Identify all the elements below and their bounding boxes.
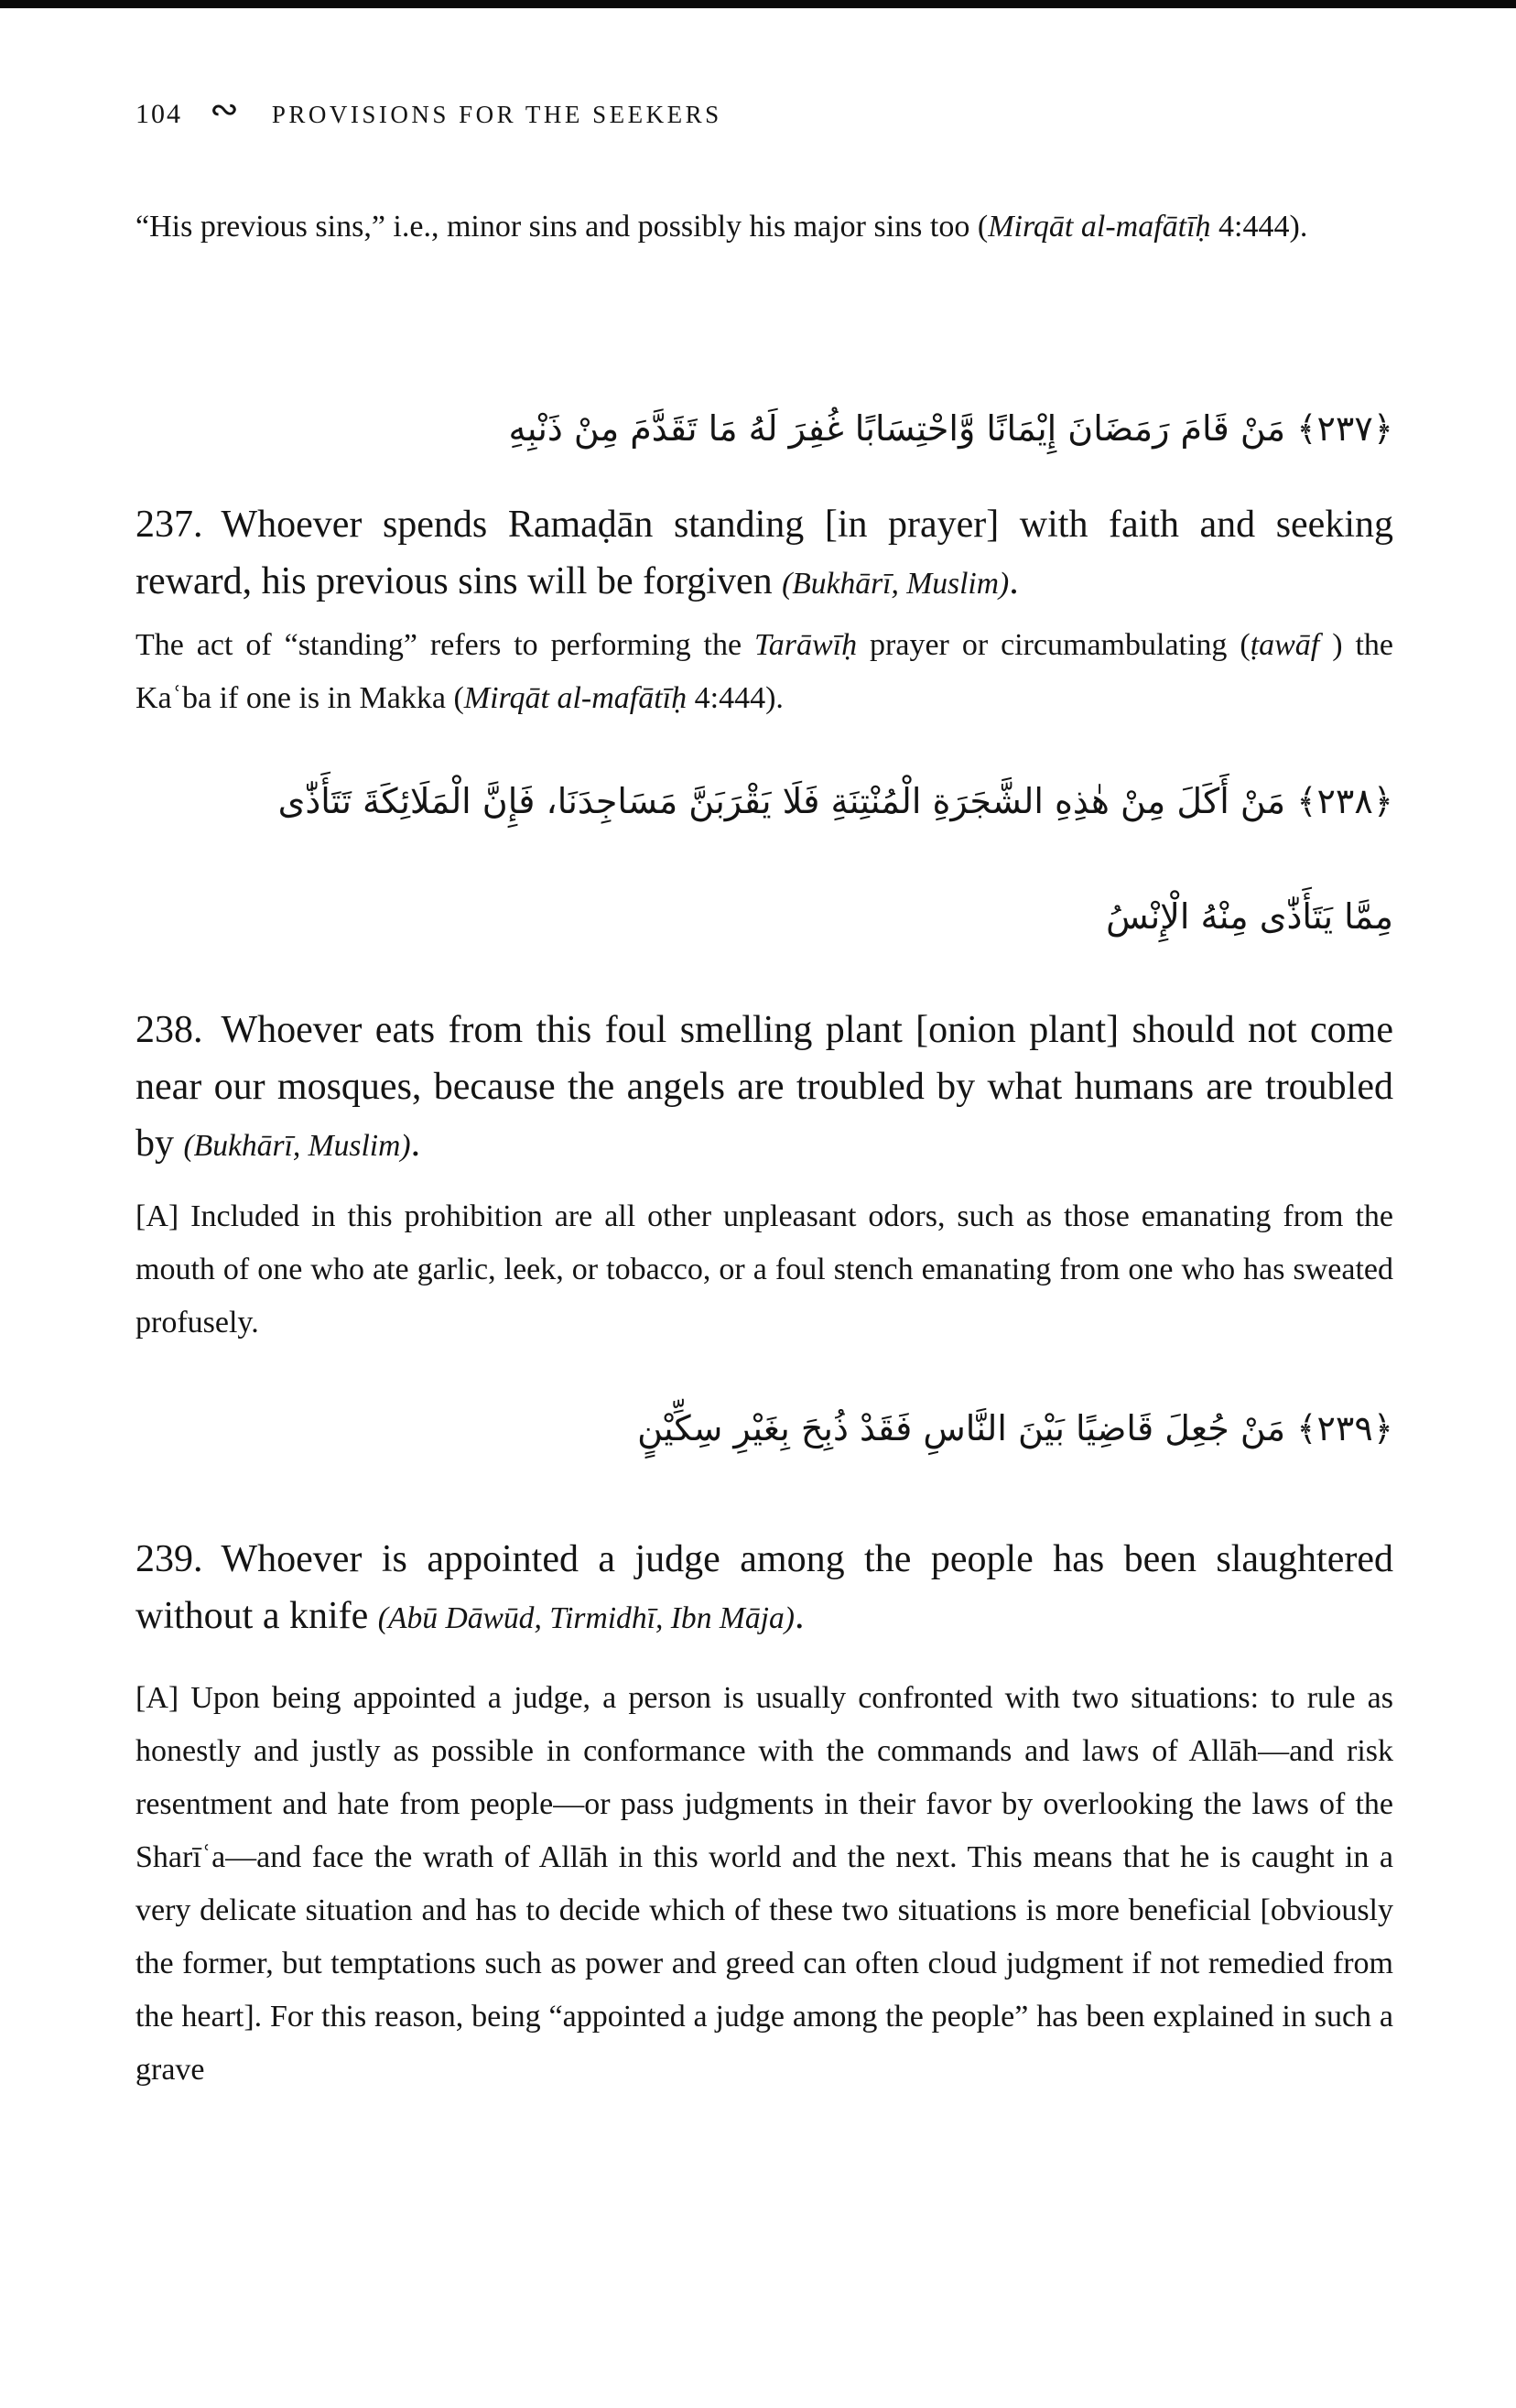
text-segment: Whoever eats from this foul smelling plant [onion plant] should not come near our mosques, because the angels are troubled by what humans are troubled by (135, 1009, 1393, 1165)
hadith-237-arabic: ﴿٢٣٧﴾ مَنْ قَامَ رَمَضَانَ إِيْمَانًا وَّاحْتِسَابًا غُفِرَ لَهُ مَا تَقَدَّمَ مِنْ ذَنْبِهِ (508, 408, 1393, 449)
text-segment: Whoever is appointed a judge among the people has been slaughtered without a knife (135, 1538, 1393, 1637)
text-segment: 237. (135, 504, 203, 546)
page-number: 104 (135, 99, 182, 129)
hadith-239-commentary (135, 1672, 1393, 2097)
text-segment: Mirqāt al-mafātīḥ (463, 681, 688, 715)
hadith-239-translation (135, 1531, 1393, 1647)
text-segment: 239. (135, 1538, 203, 1580)
text-segment: ) the Kaʿba if one is in Makka ( (135, 628, 1393, 715)
hadith-237-translation (135, 496, 1393, 613)
intro-note (135, 200, 1393, 255)
text-segment: “His previous sins,” i.e., minor sins and possibly his major sins too ( (135, 210, 989, 244)
text-segment: . (794, 1595, 805, 1637)
text-segment: Tarāwīḥ (753, 628, 858, 662)
text-segment: 4:444). (687, 681, 784, 715)
scan-edge-strip (0, 0, 1516, 8)
text-segment: (Bukhārī, Muslim) (183, 1129, 411, 1163)
text-segment: Whoever spends Ramaḍān standing [in prayer] with faith and seeking reward, his previous sins will be forgiven (135, 504, 1393, 602)
hadith-238-arabic-line-1: ﴿٢٣٨﴾ مَنْ أَكَلَ مِنْ هٰذِهِ الشَّجَرَةِ الْمُنْتِنَةِ فَلَا يَقْرَبَنَّ مَسَاجِدَنَا، فَإِنَّ الْمَلَائِكَةَ تَتَأَذّٰى (277, 781, 1393, 821)
hadith-238-arabic (135, 743, 1393, 974)
running-header (135, 89, 1393, 130)
text-segment: [A] Included in this prohibition are all other unpleasant odors, such as those emanating from the mouth of one who ate garlic, leek, or tobacco, or a foul stench emanating from one who has sweated profusely. (135, 1199, 1393, 1340)
text-segment: . (410, 1123, 421, 1165)
text-segment: prayer or circumambulating ( (857, 628, 1251, 662)
text-segment: The act of “standing” refers to performing the (135, 628, 754, 662)
hadith-237-commentary (135, 619, 1393, 725)
text-segment: ṭawāf (1250, 628, 1320, 662)
hadith-238-commentary (135, 1190, 1393, 1350)
text-segment: (Bukhārī, Muslim) (782, 567, 1010, 601)
hadith-239-arabic: ﴿٢٣٩﴾ مَنْ جُعِلَ قَاضِيًا بَيْنَ النَّاسِ فَقَدْ ذُبِحَ بِغَيْرِ سِكِّيْنٍ (637, 1408, 1393, 1448)
hadith-238-arabic-line-2: مِمَّا يَتَأَذّٰى مِنْهُ الْإِنْسُ (1106, 896, 1393, 937)
text-segment: (Abū Dāwūd, Tirmidhī, Ibn Māja) (377, 1601, 795, 1635)
running-title: PROVISIONS FOR THE SEEKERS (271, 101, 722, 128)
text-segment: 4:444). (1210, 210, 1308, 244)
text-segment: [A] Upon being appointed a judge, a person is usually confronted with two situations: to rule as honestly and justly as possible in conformance with the commands and laws of Allāh—and risk resentment and hate from people—or pass judgments in their favor by overlooking the laws of the Sharīʿa—and face the wrath of Allāh in this world and the next. This means that he is caught in a very delicate situation and has to decide which of these two situations is more beneficial [obviously the former, but temptations such as power and greed can often cloud judgment if not remedied from the heart]. For this reason, being “appointed a judge among the people” has been explained in such a grave (135, 1681, 1393, 2087)
header-ornament-icon: ∾ (210, 89, 239, 129)
text-segment: 238. (135, 1009, 203, 1051)
hadith-238-translation (135, 1002, 1393, 1175)
text-segment: Mirqāt al-mafātīḥ (988, 210, 1211, 244)
text-segment: . (1009, 560, 1019, 602)
